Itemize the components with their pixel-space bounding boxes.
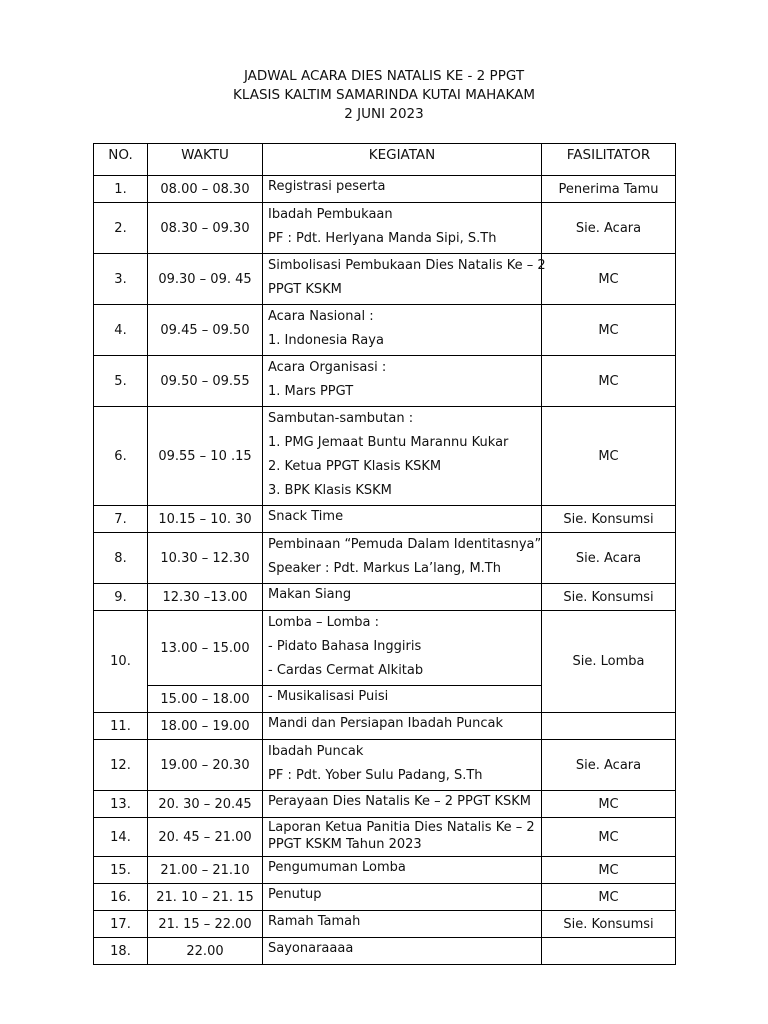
table-row: [94, 254, 676, 305]
kegiatan-line: Perayaan Dies Natalis Ke – 2 PPGT KSKM: [268, 794, 532, 809]
kegiatan-line: 2. Ketua PPGT Klasis KSKM: [268, 459, 442, 474]
kegiatan-line: Speaker : Pdt. Markus La’lang, M.Th: [268, 561, 501, 576]
column-header-waktu: WAKTU: [148, 144, 263, 176]
kegiatan-line: PF : Pdt. Yober Sulu Padang, S.Th: [268, 768, 483, 783]
table-row: [94, 533, 676, 584]
kegiatan-line: 1. Indonesia Raya: [268, 333, 384, 348]
cell-no: 8.: [94, 533, 148, 584]
cell-no: 9.: [94, 584, 148, 611]
cell-fasilitator: Sie. Konsumsi: [542, 584, 676, 611]
cell-no: 10.: [94, 611, 148, 713]
cell-waktu: 08.00 – 08.30: [148, 176, 263, 203]
cell-no: 12.: [94, 740, 148, 791]
cell-kegiatan: [263, 938, 542, 965]
cell-no: 14.: [94, 818, 148, 857]
cell-fasilitator: Sie. Acara: [542, 740, 676, 791]
cell-fasilitator: MC: [542, 254, 676, 305]
kegiatan-line: PPGT KSKM Tahun 2023: [268, 837, 422, 852]
kegiatan-line: Laporan Ketua Panitia Dies Natalis Ke – 2: [268, 820, 535, 835]
cell-waktu: 09.45 – 09.50: [148, 305, 263, 356]
table-row: [94, 407, 676, 506]
table-row: [94, 305, 676, 356]
cell-kegiatan: [263, 584, 542, 611]
cell-waktu: 18.00 – 19.00: [148, 713, 263, 740]
cell-fasilitator: Sie. Acara: [542, 203, 676, 254]
cell-kegiatan: [263, 911, 542, 938]
cell-kegiatan: [263, 407, 542, 506]
kegiatan-line: 1. PMG Jemaat Buntu Marannu Kukar: [268, 435, 509, 450]
cell-fasilitator: [542, 713, 676, 740]
cell-fasilitator: Sie. Lomba: [542, 611, 676, 713]
kegiatan-line: 3. BPK Klasis KSKM: [268, 483, 392, 498]
cell-fasilitator: MC: [542, 305, 676, 356]
cell-kegiatan: [263, 857, 542, 884]
cell-fasilitator: [542, 938, 676, 965]
kegiatan-line: Lomba – Lomba :: [268, 615, 379, 630]
cell-fasilitator: Sie. Konsumsi: [542, 911, 676, 938]
table-row: [94, 791, 676, 818]
cell-kegiatan: [263, 506, 542, 533]
kegiatan-line: Ramah Tamah: [268, 914, 361, 929]
header-subtitle: KLASIS KALTIM SAMARINDA KUTAI MAHAKAM: [233, 87, 535, 103]
kegiatan-line: - Pidato Bahasa Inggiris: [268, 639, 422, 654]
cell-fasilitator: Penerima Tamu: [542, 176, 676, 203]
cell-waktu: 19.00 – 20.30: [148, 740, 263, 791]
kegiatan-line: PPGT KSKM: [268, 282, 342, 297]
cell-waktu: 13.00 – 15.00: [148, 611, 263, 686]
kegiatan-line: Sayonaraaaa: [268, 941, 354, 956]
table-row: [94, 611, 676, 686]
table-row: [94, 740, 676, 791]
cell-no: 6.: [94, 407, 148, 506]
kegiatan-line: - Musikalisasi Puisi: [268, 689, 389, 704]
document-header: [0, 67, 768, 124]
cell-kegiatan: [263, 740, 542, 791]
kegiatan-line: Makan Siang: [268, 587, 352, 602]
cell-fasilitator: MC: [542, 857, 676, 884]
table-body: [94, 176, 676, 965]
cell-waktu: 08.30 – 09.30: [148, 203, 263, 254]
cell-kegiatan: [263, 791, 542, 818]
kegiatan-line: Pengumuman Lomba: [268, 860, 406, 875]
cell-kegiatan: [263, 686, 542, 713]
kegiatan-line: Ibadah Puncak: [268, 744, 364, 759]
kegiatan-line: Pembinaan “Pemuda Dalam Identitasnya”: [268, 537, 542, 552]
table-row: [94, 176, 676, 203]
kegiatan-line: - Cardas Cermat Alkitab: [268, 663, 424, 678]
cell-waktu: 21. 15 – 22.00: [148, 911, 263, 938]
cell-waktu: 12.30 –13.00: [148, 584, 263, 611]
cell-no: 3.: [94, 254, 148, 305]
cell-fasilitator: MC: [542, 818, 676, 857]
cell-no: 16.: [94, 884, 148, 911]
cell-no: 7.: [94, 506, 148, 533]
cell-kegiatan: [263, 254, 546, 305]
table-row: [94, 938, 676, 965]
cell-no: 5.: [94, 356, 148, 407]
column-header-kegiatan: KEGIATAN: [263, 144, 542, 176]
cell-waktu: 20. 30 – 20.45: [148, 791, 263, 818]
cell-kegiatan: [263, 611, 542, 686]
cell-fasilitator: MC: [542, 791, 676, 818]
cell-no: 18.: [94, 938, 148, 965]
cell-waktu: 22.00: [148, 938, 263, 965]
cell-kegiatan: [263, 884, 542, 911]
cell-fasilitator: Sie. Acara: [542, 533, 676, 584]
kegiatan-line: PF : Pdt. Herlyana Manda Sipi, S.Th: [268, 231, 497, 246]
table-row: [94, 506, 676, 533]
cell-waktu: 10.30 – 12.30: [148, 533, 263, 584]
cell-kegiatan: [263, 176, 542, 203]
cell-kegiatan: [263, 203, 542, 254]
cell-no: 13.: [94, 791, 148, 818]
kegiatan-line: Registrasi peserta: [268, 179, 386, 194]
cell-waktu: 15.00 – 18.00: [148, 686, 263, 713]
table-row: [94, 713, 676, 740]
cell-waktu: 09.30 – 09. 45: [148, 254, 263, 305]
kegiatan-line: Snack Time: [268, 509, 344, 524]
table-row: [94, 818, 676, 857]
table-row: [94, 584, 676, 611]
table-row: [94, 884, 676, 911]
cell-kegiatan: [263, 533, 542, 584]
column-header-fasilitator: FASILITATOR: [542, 144, 676, 176]
cell-kegiatan: [263, 356, 542, 407]
table-row: [94, 203, 676, 254]
cell-waktu: 21.00 – 21.10: [148, 857, 263, 884]
cell-no: 2.: [94, 203, 148, 254]
cell-fasilitator: MC: [542, 356, 676, 407]
cell-fasilitator: Sie. Konsumsi: [542, 506, 676, 533]
table-row: [94, 911, 676, 938]
cell-fasilitator: MC: [542, 407, 676, 506]
kegiatan-line: Penutup: [268, 887, 322, 902]
cell-no: 17.: [94, 911, 148, 938]
schedule-table: [93, 143, 676, 965]
cell-kegiatan: [263, 713, 542, 740]
cell-no: 15.: [94, 857, 148, 884]
cell-waktu: 09.50 – 09.55: [148, 356, 263, 407]
kegiatan-line: Acara Organisasi :: [268, 360, 387, 375]
kegiatan-line: Mandi dan Persiapan Ibadah Puncak: [268, 716, 504, 731]
cell-no: 1.: [94, 176, 148, 203]
kegiatan-line: Ibadah Pembukaan: [268, 207, 393, 222]
cell-no: 11.: [94, 713, 148, 740]
table-row: [94, 356, 676, 407]
kegiatan-line: Acara Nasional :: [268, 309, 374, 324]
column-header-no: NO.: [94, 144, 148, 176]
kegiatan-line: 1. Mars PPGT: [268, 384, 354, 399]
cell-kegiatan: [263, 818, 542, 857]
cell-waktu: 20. 45 – 21.00: [148, 818, 263, 857]
cell-waktu: 10.15 – 10. 30: [148, 506, 263, 533]
cell-kegiatan: [263, 305, 542, 356]
kegiatan-line: Sambutan-sambutan :: [268, 411, 414, 426]
table-row: [94, 857, 676, 884]
cell-waktu: 09.55 – 10 .15: [148, 407, 263, 506]
table-header-row: [94, 144, 676, 176]
cell-waktu: 21. 10 – 21. 15: [148, 884, 263, 911]
cell-no: 4.: [94, 305, 148, 356]
header-title: JADWAL ACARA DIES NATALIS KE - 2 PPGT: [243, 68, 525, 84]
header-date: 2 JUNI 2023: [344, 106, 424, 122]
cell-fasilitator: MC: [542, 884, 676, 911]
kegiatan-line: Simbolisasi Pembukaan Dies Natalis Ke – 2: [268, 258, 546, 273]
